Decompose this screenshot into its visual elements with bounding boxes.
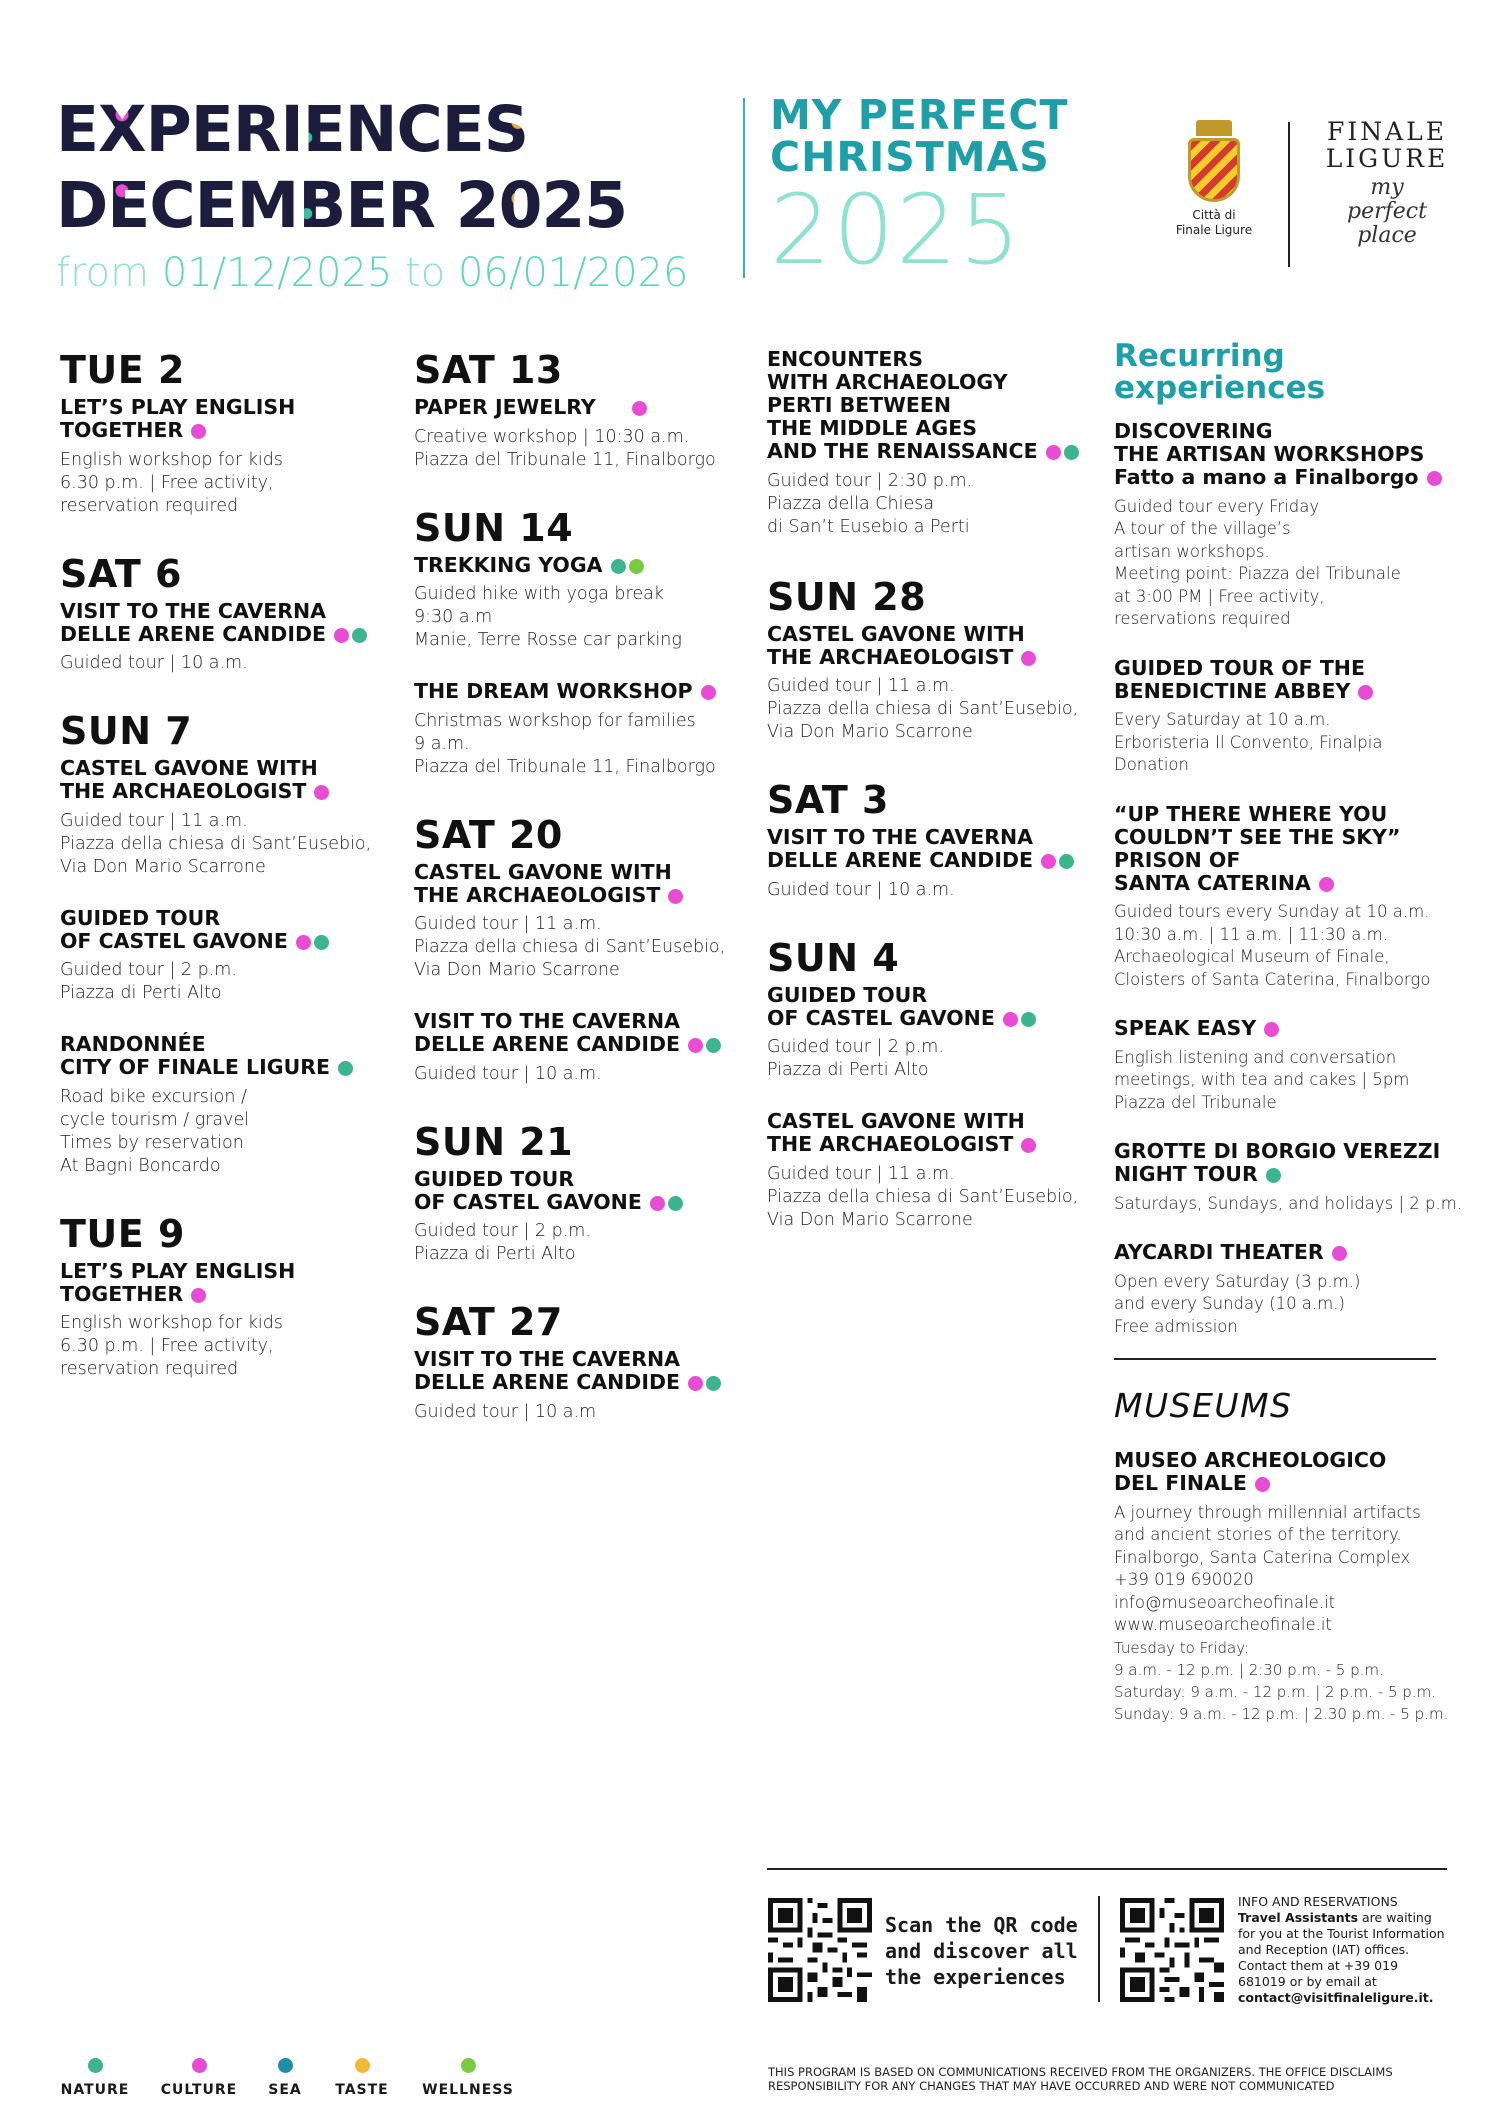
nature-icon (1021, 1012, 1036, 1027)
culture-icon (1046, 445, 1061, 460)
legend-wellness (420, 2058, 516, 2098)
from-word: from (56, 250, 150, 296)
finale-script: my perfect place (1347, 175, 1427, 248)
sea-icon (278, 2058, 293, 2073)
info-email[interactable]: contact@visitfinaleligure.it. (1238, 1990, 1434, 2005)
nature-icon (611, 559, 626, 574)
event-desc: Creative workshop | 10:30 a.m. Piazza del Tribunale 11, Finalborgo (414, 426, 716, 470)
category-dots (334, 623, 370, 646)
culture-icon (1021, 1138, 1036, 1153)
museum-title: MUSEO ARCHEOLOGICO DEL FINALE (1114, 1448, 1387, 1495)
event-desc: Guided tour | 2 p.m. Piazza di Perti Alto (767, 1037, 944, 1080)
culture-icon (1358, 685, 1373, 700)
nature-icon (1059, 854, 1074, 869)
event-desc: Guided tour | 10 a.m (414, 1401, 597, 1422)
culture-icon (668, 889, 683, 904)
legend-culture (159, 2058, 239, 2098)
event-title: “UP THERE WHERE YOU COULDN’T SEE THE SKY” PRISON OF SANTA CATERINA (1114, 801, 1401, 895)
legend-sea (265, 2058, 305, 2098)
date-start: 01/12/2025 (161, 250, 393, 296)
legend-taste (332, 2058, 392, 2098)
mpc-line-1: MY PERFECT (770, 91, 1069, 139)
info-heading: INFO AND RESERVATIONS (1238, 1894, 1398, 1909)
event-desc: Saturdays, Sundays, and holidays | 2 p.m. (1114, 1193, 1463, 1213)
culture-icon (191, 1288, 206, 1303)
category-dots (191, 420, 209, 443)
category-dots (1266, 1164, 1284, 1187)
category-dots (688, 1034, 724, 1057)
finale-line-1: FINALE (1326, 117, 1447, 146)
culture-icon (1264, 1022, 1279, 1037)
culture-icon (1041, 854, 1056, 869)
legend-label: SEA (268, 2082, 302, 2098)
event-desc: Guided tour | 2 p.m. Piazza di Perti Alto (414, 1221, 591, 1264)
event (767, 984, 1097, 1083)
event-desc: Guided tour | 11 a.m. Piazza della chiesa di Sant’Eusebio, Via Don Mario Scarrone (767, 676, 1079, 742)
crown-icon (1196, 120, 1232, 136)
legend-nature (60, 2058, 130, 2098)
category-dots (1358, 680, 1376, 703)
day-heading: SAT 27 (414, 1300, 563, 1344)
culture-icon (192, 2058, 207, 2073)
museums-heading: MUSEUMS (1114, 1386, 1293, 1425)
event-title: GUIDED TOUR OF CASTEL GAVONE (414, 1168, 754, 1215)
shield-icon (1188, 138, 1240, 202)
event (1114, 420, 1474, 631)
culture-icon (632, 401, 647, 416)
culture-icon (1332, 1246, 1347, 1261)
category-dots (1041, 850, 1077, 873)
event-desc: English workshop for kids 6.30 p.m. | Free activity, reservation required (60, 449, 283, 516)
header-divider (743, 98, 745, 278)
category-dots (1264, 1018, 1282, 1041)
event-title: TREKKING YOGA (414, 554, 754, 578)
event-title: CASTEL GAVONE WITH THE ARCHAEOLOGIST (767, 1110, 1097, 1157)
scan-qr-text: Scan the QR code and discover all the experiences (885, 1913, 1078, 1989)
nature-icon (706, 1038, 721, 1053)
event (60, 396, 390, 518)
event-desc: Guided tour | 10 a.m. (414, 1063, 602, 1084)
event-desc: Guided tour | 11 a.m. Piazza della chiesa di Sant’Eusebio, Via Don Mario Scarrone (767, 1163, 1079, 1230)
footer-divider (1098, 1896, 1100, 2002)
nature-icon (1064, 445, 1079, 460)
event-desc: Road bike excursion / cycle tourism / gravel Times by reservation At Bagni Boncardo (60, 1086, 250, 1176)
header-left (56, 92, 716, 296)
culture-icon (1021, 651, 1036, 666)
category-dots (1003, 1007, 1039, 1030)
category-dots (1427, 467, 1445, 490)
category-dots (632, 397, 650, 420)
category-dots (1021, 1134, 1039, 1157)
event (767, 623, 1097, 745)
event (414, 1348, 754, 1424)
culture-icon (688, 1038, 703, 1053)
info-text: are waiting for you at the Tourist Information and Reception (IAT) offices. Contact them at +39 019 681019 or by email at (1238, 1910, 1445, 1989)
event (1114, 1241, 1474, 1338)
event (767, 1110, 1097, 1232)
to-word: to (405, 250, 446, 296)
wellness-icon (461, 2058, 476, 2073)
divider (1114, 1358, 1436, 1360)
legend-label: TASTE (335, 2082, 389, 2098)
culture-icon (296, 935, 311, 950)
event-desc: English workshop for kids 6.30 p.m. | Free activity, reservation required (60, 1313, 283, 1379)
category-legend (60, 2058, 540, 2098)
event-desc: Guided tour | 10 a.m. (767, 879, 955, 900)
title-line-1: EXPERIENCES (56, 92, 716, 168)
event-title: THE DREAM WORKSHOP (414, 680, 754, 704)
day-heading: SUN 21 (414, 1119, 574, 1164)
culture-icon (688, 1376, 703, 1391)
event (60, 907, 390, 1006)
recurring-heading: Recurring experiences (1114, 338, 1326, 406)
nature-icon (314, 935, 329, 950)
event-title: ENCOUNTERS WITH ARCHAEOLOGY PERTI BETWEEN THE MIDDLE AGES AND THE RENAISSANCE (767, 348, 1097, 464)
culture-icon (314, 785, 329, 800)
event (60, 1260, 390, 1382)
event-desc: Guided tour | 11 a.m. Piazza della chiesa di Sant’Eusebio, Via Don Mario Scarrone (60, 810, 372, 877)
event-subtitle: Fatto a mano a Finalborgo (1114, 466, 1474, 490)
footer-rule (767, 1868, 1447, 1870)
qr-code-icon[interactable] (768, 1898, 872, 2002)
culture-icon (701, 685, 716, 700)
taste-icon (355, 2058, 370, 2073)
event-title: PAPER JEWELRY (414, 396, 754, 420)
event-desc: Guided hike with yoga break 9:30 a.m Manie, Terre Rosse car parking (414, 584, 682, 650)
finale-line-2: LIGURE (1325, 144, 1449, 173)
culture-icon (1427, 471, 1442, 486)
event (1114, 657, 1474, 777)
category-dots (314, 781, 332, 804)
event-title: AYCARDI THEATER (1114, 1241, 1474, 1265)
event (60, 757, 390, 879)
day-heading: SUN 28 (767, 574, 927, 619)
culture-icon (1319, 877, 1334, 892)
nature-icon (352, 628, 367, 643)
category-dots (338, 1057, 356, 1080)
column-3 (767, 348, 1097, 1266)
finale-ligure-logo (1322, 118, 1452, 248)
crest-caption: Città di Finale Ligure (1175, 208, 1253, 237)
event-desc: Guided tour every Friday A tour of the village’s artisan workshops. Meeting point: Piazza del Tribunale at 3:00 PM | Free activity, reservations required (1114, 496, 1401, 628)
event-title: GROTTE DI BORGIO VEREZZI NIGHT TOUR (1114, 1139, 1441, 1186)
day-heading: SUN 4 (767, 935, 900, 980)
culture-icon (1003, 1012, 1018, 1027)
museum-hours: Tuesday to Friday: 9 a.m. - 12 p.m. | 2:30 p.m. - 5 p.m. Saturday: 9 a.m. - 12 p.m. | 2 p.m. - 5 p.m. Sunday: 9 a.m. - 12 p.m. | 2.30 p.m. - 5 p.m. (1114, 1638, 1449, 1723)
event-desc: Guided tour | 11 a.m. Piazza della chiesa di Sant’Eusebio, Via Don Mario Scarrone (414, 914, 726, 980)
category-dots (1021, 646, 1039, 669)
legend-label: CULTURE (160, 2082, 238, 2098)
nature-icon (88, 2058, 103, 2073)
event (1114, 1017, 1474, 1114)
event-desc: English listening and conversation meetings, with tea and cakes | 5pm Piazza del Tribunale (1114, 1047, 1410, 1112)
event (1114, 1140, 1474, 1215)
event (414, 554, 754, 653)
event-desc: Guided tour | 10 a.m. (60, 653, 248, 673)
nature-icon (1266, 1168, 1281, 1183)
event-desc: Guided tours every Sunday at 10 a.m. 10:30 a.m. | 11 a.m. | 11:30 a.m. Archaeological Museum of Finale, Cloisters of Santa Caterina, Finalborgo (1114, 902, 1431, 989)
category-dots (1255, 1473, 1273, 1496)
category-dots (1319, 872, 1337, 895)
category-dots (701, 681, 719, 704)
event-title: VISIT TO THE CAVERNA DELLE ARENE CANDIDE (414, 1010, 754, 1057)
column-2 (414, 348, 754, 1458)
category-dots (668, 884, 686, 907)
culture-icon (191, 424, 206, 439)
event-title: DISCOVERING THE ARTISAN WORKSHOPS (1114, 419, 1425, 466)
mpc-year: 2025 (770, 174, 1023, 286)
category-dots (688, 1372, 724, 1395)
day-heading: SAT 20 (414, 812, 563, 857)
mpc-line-2: CHRISTMAS (770, 133, 1050, 181)
event-desc: Christmas workshop for families 9 a.m. Piazza del Tribunale 11, Finalborgo (414, 710, 716, 777)
column-recurring (1114, 340, 1474, 1759)
qr-code-icon[interactable] (1120, 1898, 1224, 2002)
category-dots (611, 554, 647, 577)
event-title: CASTEL GAVONE WITH THE ARCHAEOLOGIST (414, 861, 754, 908)
event-title: CASTEL GAVONE WITH THE ARCHAEOLOGIST (60, 757, 390, 804)
nature-icon (668, 1196, 683, 1211)
event (414, 396, 754, 472)
event-title: VISIT TO THE CAVERNA DELLE ARENE CANDIDE (767, 826, 1097, 873)
event (767, 348, 1097, 539)
culture-icon (650, 1196, 665, 1211)
category-dots (1046, 441, 1082, 464)
event-desc: Open every Saturday (3 p.m.) and every Sunday (10 a.m.) Free admission (1114, 1271, 1361, 1336)
day-heading: SUN 14 (414, 505, 574, 550)
main-title (56, 92, 716, 244)
info-reservations (1238, 1894, 1448, 2006)
event-desc: Guided tour | 2:30 p.m. Piazza della Chiesa di San’t Eusebio a Perti (767, 470, 973, 537)
event-title: VISIT TO THE CAVERNA DELLE ARENE CANDIDE (414, 1348, 754, 1395)
logo-divider (1288, 122, 1290, 267)
culture-icon (1255, 1477, 1270, 1492)
event-title: GUIDED TOUR OF CASTEL GAVONE (60, 907, 390, 954)
day-heading: SUN 7 (60, 709, 193, 753)
day-heading: SAT 13 (414, 348, 563, 392)
wellness-icon (629, 559, 644, 574)
date-range (56, 250, 716, 296)
category-dots (191, 1283, 209, 1306)
event-title: SPEAK EASY (1114, 1017, 1474, 1041)
culture-icon (334, 628, 349, 643)
event (60, 600, 390, 676)
event (414, 1168, 754, 1267)
event (414, 680, 754, 779)
museum (1114, 1449, 1474, 1725)
museum-desc: A journey through millennial artifacts and ancient stories of the territory. Finalborgo, Santa Caterina Complex +39 019 690020 info@museoarcheofinale.it www.museoarcheofinale.it (1114, 1502, 1421, 1634)
event-title: GUIDED TOUR OF THE BENEDICTINE ABBEY (1114, 657, 1474, 704)
event-title: LET’S PLAY ENGLISH TOGETHER (60, 395, 296, 442)
event-title: CASTEL GAVONE WITH THE ARCHAEOLOGIST (767, 623, 1097, 670)
event (60, 1033, 390, 1178)
day-heading: SAT 3 (767, 778, 889, 822)
city-crest (1170, 120, 1258, 238)
disclaimer: THIS PROGRAM IS BASED ON COMMUNICATIONS RECEIVED FROM THE ORGANIZERS. THE OFFICE DISCLAIMS RESPONSIBILITY FOR ANY CHANGES THAT MAY HAVE OCCURRED AND WERE NOT COMMUNICATED (768, 2065, 1393, 2093)
title-line-2: DECEMBER 2025 (56, 168, 716, 244)
event-title: RANDONNÉE CITY OF FINALE LIGURE (60, 1033, 390, 1080)
legend-label: NATURE (60, 2082, 130, 2098)
category-dots (296, 930, 332, 953)
event-desc: Every Saturday at 10 a.m. Erboristeria Il Convento, Finalpia Donation (1114, 710, 1383, 774)
legend-label: WELLNESS (422, 2082, 514, 2098)
column-1 (60, 348, 390, 1415)
info-bold: Travel Assistants (1238, 1910, 1359, 1925)
event (1114, 803, 1474, 992)
day-heading: TUE 9 (60, 1211, 185, 1256)
event-title: LET’S PLAY ENGLISH TOGETHER (60, 1258, 296, 1306)
event-title: VISIT TO THE CAVERNA DELLE ARENE CANDIDE (60, 600, 390, 647)
date-end: 06/01/2026 (457, 250, 689, 296)
event (414, 861, 754, 983)
event (767, 826, 1097, 902)
nature-icon (706, 1376, 721, 1391)
category-dots (650, 1191, 686, 1214)
event-title: GUIDED TOUR OF CASTEL GAVONE (767, 984, 1097, 1031)
category-dots (1332, 1242, 1350, 1265)
event-desc: Guided tour | 2 p.m. Piazza di Perti Alto (60, 960, 237, 1003)
nature-icon (338, 1061, 353, 1076)
my-perfect-christmas (770, 91, 1100, 286)
event (414, 1010, 754, 1086)
day-heading: SAT 6 (60, 551, 182, 596)
day-heading: TUE 2 (60, 348, 185, 392)
